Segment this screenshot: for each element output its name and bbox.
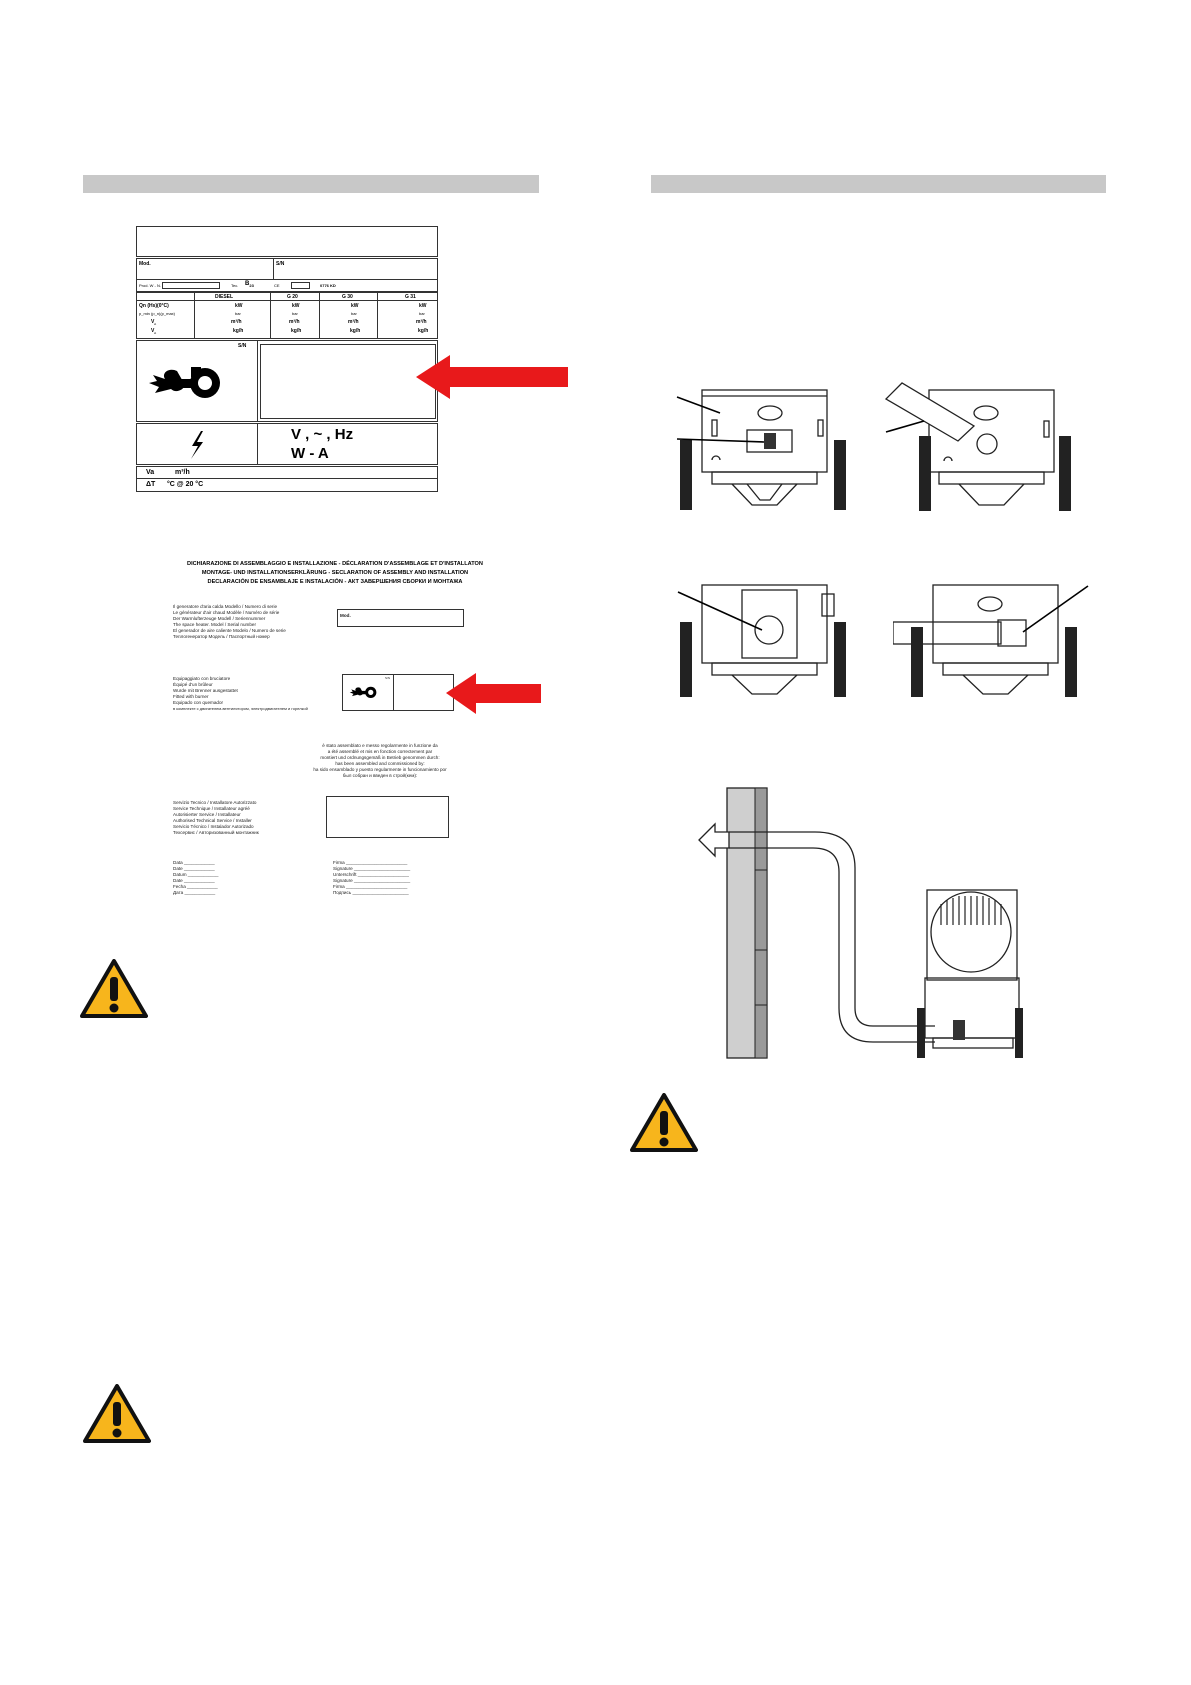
model-field[interactable] — [337, 609, 464, 627]
model-line: Теплогенератор Модель / Паспортный номер — [173, 634, 270, 639]
plate-ce-label: CE — [274, 283, 280, 288]
red-arrow-icon — [446, 673, 541, 714]
plate-electrical-line1: V , ~ , Hz — [291, 426, 354, 443]
date-line: Data ____________ — [173, 860, 215, 865]
lightning-icon — [187, 430, 207, 460]
plate-mod-label: Mod. — [139, 261, 151, 267]
commission-line: è stato assemblato e messo regolarmente in funzione da — [322, 743, 438, 748]
declaration-form — [170, 560, 500, 900]
signature-line: Firma ________________________ — [333, 884, 408, 889]
heater-flue-drawing — [672, 582, 857, 697]
plate-electrical-line2: W - A — [291, 445, 329, 462]
service-line: Authorised Technical Service / Installer — [173, 818, 252, 823]
warning-icon — [80, 959, 148, 1019]
service-line: Service Technique / Installateur agréé — [173, 806, 250, 811]
model-line: El generador de aire caliente Modelo / Numero de serie — [173, 628, 286, 633]
plate-cell: bar — [351, 311, 357, 316]
service-line: Техсервис / Авторизованный монтажник — [173, 830, 259, 835]
plate-delta-value: °C @ 20 °C — [167, 481, 204, 488]
service-field[interactable] — [326, 796, 449, 838]
model-line: Der Warmlufterzeuge Modell / Seriennummer — [173, 616, 266, 621]
plate-delta-label: ΔT — [146, 481, 156, 488]
service-line: Autorisierter Service / Installateur — [173, 812, 241, 817]
plate-prod-row — [136, 279, 438, 292]
plate-electrical-box — [136, 423, 438, 465]
plate-row-label: Qn (Hs)(0°C) — [139, 303, 169, 309]
plate-row-label: $V_n$ — [151, 319, 157, 326]
heater-duct-drawing — [893, 582, 1093, 697]
declaration-title-line: DICHIARAZIONE DI ASSEMBLAGGIO E INSTALLAZIONE - DÉCLARATION D'ASSEMBLAGE ET D'INSTALLATON — [187, 561, 483, 567]
declaration-title-line: MONTAGE- UND INSTALLATIONSERKLÄRUNG - SECLARATION OF ASSEMBLY AND INSTALLATION — [201, 570, 469, 576]
flame-burner-icon — [349, 684, 379, 700]
plate-cell: m³/h — [416, 319, 427, 325]
plate-cell: kg/h — [350, 328, 361, 334]
burner-line: Equipaggiato con bruciatore — [173, 676, 231, 681]
date-line: Date ____________ — [173, 878, 215, 883]
model-line: The space heater. Model / Serial number — [173, 622, 256, 627]
plate-cell: bar — [292, 311, 298, 316]
plate-burner-sn: S/N — [238, 343, 247, 349]
warning-icon — [83, 1384, 151, 1444]
burner-line: Equipado con quemador — [173, 700, 224, 705]
date-line: Fecha ____________ — [173, 884, 218, 889]
plate-cell: kg/h — [291, 328, 302, 334]
plate-prod-label: Prod. W - N. — [139, 283, 162, 288]
commission-line: montiert und ordnungsgemäß in Betrieb genommen durch: — [320, 755, 440, 760]
plate-row-label: $V_n$ — [151, 328, 157, 335]
heater-panel-removed-drawing — [884, 381, 1079, 511]
plate-burner-box — [136, 340, 438, 422]
plate-cell: bar — [419, 311, 425, 316]
model-line: Le générateur d'air chaud Modèle / Numéro de série — [173, 610, 280, 615]
burner-sn-label: S/N — [385, 676, 391, 680]
plate-cell: kg/h — [418, 328, 429, 334]
plate-airflow-unit: m³/h — [175, 469, 190, 476]
plate-cell: kW — [292, 303, 300, 309]
plate-col-g31: G 31 — [405, 294, 416, 300]
plate-airflow-label: Va — [146, 469, 155, 476]
plate-cell: kW — [351, 303, 359, 309]
date-line: Дата ____________ — [173, 890, 216, 895]
model-line: Il generatore d'aria calda Modello / Numero di serie — [173, 604, 278, 609]
plate-model-row — [136, 258, 438, 280]
commission-line: has been assembled and commissioned by: — [335, 761, 425, 766]
service-line: Servizio Tecnico / Installatore Autorizzato — [173, 800, 257, 805]
plate-cell: m³/h — [289, 319, 300, 325]
section-header-left — [83, 175, 539, 193]
mod-box-label: Mod. — [340, 613, 351, 618]
plate-col-g20: G 20 — [287, 294, 298, 300]
plate-col-g30: G 30 — [342, 294, 353, 300]
burner-line: Équipé d'un brûleur — [173, 682, 213, 687]
burner-field[interactable] — [342, 674, 454, 711]
signature-line: Signature ______________________ — [333, 878, 411, 883]
signature-line: Signature ______________________ — [333, 866, 411, 871]
burner-line: Fitted with burner — [173, 694, 209, 699]
plate-tec-label: Tec. — [231, 283, 239, 288]
service-line: Servicio Técnico / Instalador Autorizado — [173, 824, 254, 829]
plate-cell: m³/h — [231, 319, 242, 325]
plate-col-diesel: DIESEL — [215, 294, 234, 300]
plate-cell: kW — [419, 303, 427, 309]
plate-burner-sn-field — [260, 344, 436, 419]
date-line: Date ____________ — [173, 866, 215, 871]
red-arrow-icon — [416, 355, 568, 399]
signature-line: Подпись ______________________ — [333, 890, 409, 895]
commission-line: a été assemblé et mis en fonction correctement par — [327, 749, 433, 754]
heater-front-drawing — [672, 385, 857, 510]
plate-cell: bar — [235, 311, 241, 316]
plate-row-label: p_min (p_n)(p_max) — [139, 311, 176, 316]
burner-line: в комплекте с двигателем-вентилятором, электродвигателем и горелкой — [173, 706, 308, 711]
plate-cell: kg/h — [233, 328, 244, 334]
flame-burner-icon — [147, 361, 227, 403]
commission-line: ha sido ensamblado y puesto regularmente in funcionamiento por — [313, 767, 447, 772]
plate-header-box — [136, 226, 438, 257]
declaration-title-line: DECLARACIÓN DE ENSAMBLAJE E INSTALACIÓN - АКТ ЗАВЕРШЕНИЯ СБОРКИ И МОНТАЖА — [207, 579, 463, 585]
warning-icon — [630, 1093, 698, 1153]
date-line: Datum ____________ — [173, 872, 219, 877]
plate-cell: m³/h — [348, 319, 359, 325]
section-header-right — [651, 175, 1106, 193]
commission-line: был собран и введен в строй(кем): — [342, 773, 418, 778]
plate-cell: kW — [235, 303, 243, 309]
signature-line: Unterschrift ____________________ — [333, 872, 409, 877]
plate-airflow-box — [136, 466, 438, 492]
plate-year-label: 0776 KD — [320, 283, 336, 288]
burner-line: Wurde mit Brenner ausgestattet — [173, 688, 238, 693]
plate-b-label: $B_{23}$ — [245, 281, 254, 289]
signature-line: Firma ________________________ — [333, 860, 408, 865]
plate-sn-label: S/N — [276, 261, 285, 267]
installation-chimney-drawing — [695, 780, 1055, 1060]
plate-fuel-table — [136, 292, 438, 339]
